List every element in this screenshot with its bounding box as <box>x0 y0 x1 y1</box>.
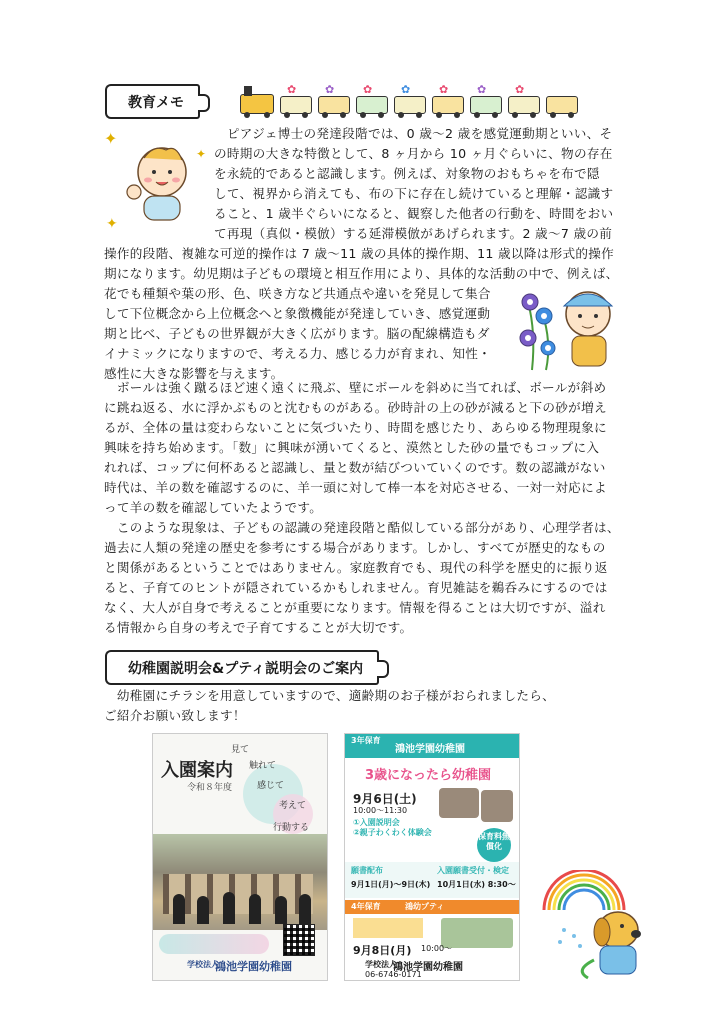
education-memo-text-short <box>104 284 516 384</box>
svg-text:✦: ✦ <box>196 147 207 161</box>
train-car <box>394 96 426 114</box>
text-line: の時期の大きな特徴として、8 ヶ月から 10 ヶ月ぐらいに、物の存在 <box>214 146 613 161</box>
petit-band <box>345 900 519 914</box>
flower-icon: ✿ <box>477 83 487 96</box>
flyer-apply-band <box>345 862 519 898</box>
text-line: と関係があるということではありません。家庭教育でも、現代の科学を歴史的に振り返 <box>104 560 608 575</box>
train-car <box>470 96 502 114</box>
flyer-school-name: 鴻池学園幼稚園 <box>215 960 292 973</box>
train-chimney <box>244 86 252 96</box>
flyer2-school-name: 鴻池学園幼稚園 <box>393 962 463 973</box>
exam-label: 入園願書受付・検定 <box>437 866 509 875</box>
flyer-subtitle: 令和８年度 <box>187 783 233 793</box>
dog-rainbow-illustration <box>534 870 654 982</box>
flyer-header-band <box>345 734 519 758</box>
event-photo <box>439 788 479 818</box>
flyer2-tel: 06-6746-0171 <box>365 970 422 979</box>
flower-icon: ✿ <box>287 83 297 96</box>
text-line: れれば、コップに何杯あると認識し、量と数が結びついていくのです。数の認識がない <box>104 460 606 475</box>
event-date-2: 9月8日(月) <box>353 944 412 957</box>
child-figure <box>299 894 311 924</box>
section-header-info-session <box>112 650 379 685</box>
flyer-title: 入園案内 <box>161 760 233 781</box>
education-memo-text-full-1 <box>104 244 628 284</box>
flyer-admission-guide <box>152 733 328 981</box>
text-line: 花でも種類や葉の形、色、咲き方など共通点や違いを発見して集合 <box>104 286 491 301</box>
gate-bars <box>163 874 313 914</box>
event-item-1: ①入園説明会 <box>353 818 400 827</box>
text-line: して下位概念から上位概念へと象徴機能が発達していき、感覚運動 <box>104 306 491 321</box>
flyer-kindergarten-events <box>344 733 520 981</box>
flower-icon: ✿ <box>401 83 411 96</box>
flyer2-corp: 学校法人 <box>365 960 397 969</box>
svg-text:✦: ✦ <box>106 216 118 232</box>
petit-info-box <box>353 918 423 938</box>
text-line: 操作的段階、複雑な可逆的操作は 7 歳〜11 歳の具体的操作期、11 歳以降は形式的操作 <box>104 246 615 261</box>
event-photo <box>481 790 513 822</box>
flower-icon: ✿ <box>439 83 449 96</box>
petit-title: 鴻幼プティ <box>405 902 445 911</box>
text-line: 時代は、羊の数を確認するのに、羊一頭に対して棒一本を対応させる、一対一対応によ <box>104 480 607 495</box>
event-time-1: 10:00〜11:30 <box>353 806 408 815</box>
text-line: なく、大人が自身で考えることが重要になります。情報を得ることは大切ですが、溢れ <box>104 600 606 615</box>
text-line: ご紹介お願い致します！ <box>104 708 246 723</box>
child-figure <box>197 896 209 924</box>
text-line: して、視界から消えても、布の下に存在し続けていると理解・認識す <box>214 186 614 201</box>
flyer-banner: 鴻池学園幼稚園 <box>395 744 465 755</box>
event-time-2: 10:00〜 <box>421 944 453 953</box>
flyer-word: 見て <box>231 745 250 755</box>
apply-date: 9月1日(月)〜9日(木) <box>351 880 431 889</box>
flyer-word: 感じて <box>257 781 285 791</box>
flyer-word: 考えて <box>279 801 307 811</box>
train-car <box>280 96 312 114</box>
apply-label: 願書配布 <box>351 866 383 875</box>
section-header-education-memo <box>112 84 200 119</box>
train-decoration <box>240 84 580 118</box>
text-line: て再現（真似・模倣）する延滞模倣があげられます。2 歳〜7 歳の前 <box>214 226 613 241</box>
text-line: ピアジェ博士の発達段階では、0 歳〜2 歳を感覚運動期といい、そ <box>214 126 613 141</box>
train-car <box>432 96 464 114</box>
boy-flowers-illustration <box>518 282 622 372</box>
train-car <box>356 96 388 114</box>
text-line: って羊の数を確認していたようです。 <box>104 500 323 515</box>
text-line: る情報から自身の考えで子育てすることが大切です。 <box>104 620 413 635</box>
train-car <box>318 96 350 114</box>
text-line: イナミックになりますので、考える力、感じる力が育まれ、知性・ <box>104 346 492 361</box>
text-line: 幼稚園にチラシを用意していますので、適齢期のお子様がおられましたら、 <box>104 688 556 703</box>
petit-sub: 4年保育 <box>351 902 381 911</box>
text-line: ボールは強く蹴るほど速く遠くに飛ぶ、壁にボールを斜めに当てれば、ボールが斜め <box>104 380 607 395</box>
section-title: 教育メモ <box>112 84 200 119</box>
train-car <box>508 96 540 114</box>
education-memo-text-full-2 <box>104 378 628 638</box>
text-line: ること、1 歳半ぐらいになると、観察した他者の行動を、時間をおい <box>214 206 614 221</box>
section-title: 幼稚園説明会&プティ説明会のご案内 <box>112 650 379 685</box>
text-line: 感性に大きな影響を与えます。 <box>104 366 284 381</box>
child-figure <box>173 894 185 924</box>
flyer-word: 触れて <box>249 761 277 771</box>
text-line: 期になります。幼児期は子どもの環境と相互作用により、具体的な活動の中で、例えば、 <box>104 266 619 281</box>
text-line: るが、全体の量は変わらないことに気づいたり、時間を感じたり、あらゆる物理現象に <box>104 420 607 435</box>
flyer-headline: 3歳になったら幼稚園 <box>365 768 492 783</box>
exam-date: 10月1日(水) 8:30〜 <box>437 880 516 889</box>
train-engine <box>240 94 274 114</box>
train-car <box>546 96 578 114</box>
info-session-text <box>104 686 628 726</box>
children-photo <box>153 834 327 930</box>
qr-code-icon <box>283 924 315 956</box>
flower-icon: ✿ <box>325 83 335 96</box>
child-figure <box>249 894 261 924</box>
text-line: 過去に人類の発達の歴史を参考にする場合があります。しかし、すべてが歴史的なもの <box>104 540 606 555</box>
svg-text:✦: ✦ <box>104 132 118 148</box>
child-figure <box>223 892 235 924</box>
text-line: 興味を持ち始めます。「数」に興味が湧いてくると、漠然とした砂の量でもコップに入 <box>104 440 600 455</box>
flyer-word: 行動する <box>273 823 310 833</box>
decor-swirl <box>159 934 269 954</box>
text-line: を永続的であると認識します。例えば、対象物のおもちゃを布で隠 <box>214 166 600 181</box>
text-line: に跳ね返る、水に浮かぶものと沈むものがある。砂時計の上の砂が減ると下の砂が増え <box>104 400 607 415</box>
event-date-1: 9月6日(土) <box>353 792 417 806</box>
text-line: このような現象は、子どもの認識の発達段階と酷似している部分があり、心理学者は、 <box>104 520 620 535</box>
flower-icon: ✿ <box>515 83 525 96</box>
event-item-2: ②親子わくわく体験会 <box>353 828 432 837</box>
baby-illustration <box>104 132 214 232</box>
free-tuition-badge: 保育料無償化 <box>477 828 511 862</box>
text-line: 期と比べ、子どもの世界観が大きく広がります。脳の配線構造もダ <box>104 326 490 341</box>
flower-icon: ✿ <box>363 83 373 96</box>
text-line: ると、子育てのヒントが隠されているかもしれません。育児雑誌を鵜呑みにするのでは <box>104 580 608 595</box>
child-figure <box>275 896 287 924</box>
education-memo-text-top <box>214 124 626 244</box>
flyer-corp: 学校法人 <box>187 960 219 969</box>
flyer-sub-banner: 3年保育 <box>351 736 381 745</box>
